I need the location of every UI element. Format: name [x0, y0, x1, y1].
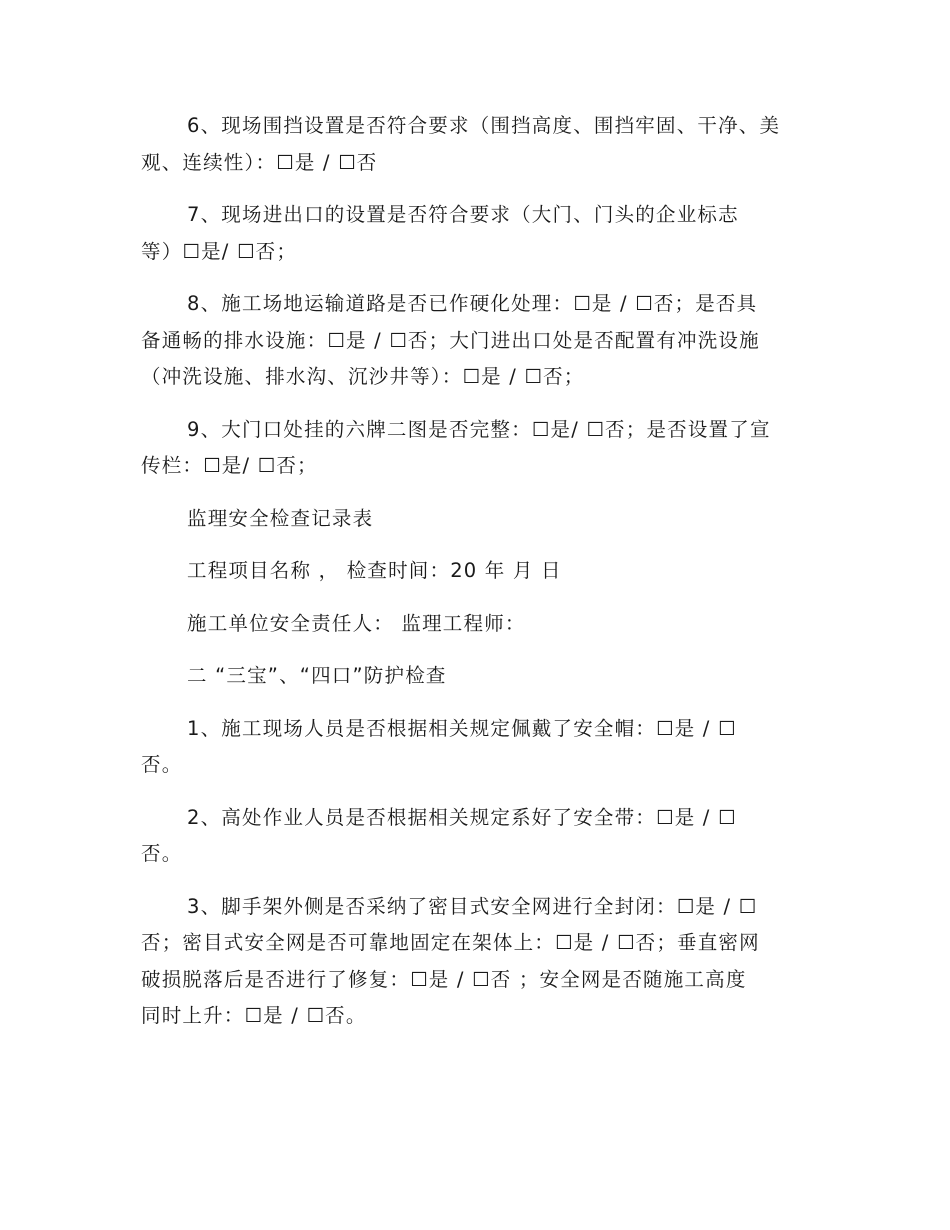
- form-title: [141, 501, 807, 538]
- text-line: 传栏：☐是/ ☐否；: [141, 454, 318, 477]
- text-line: 等）☐是/ ☐否；: [141, 239, 298, 263]
- text-line: （冲洗设施、排水沟、沉沙井等）：☐是 / ☐否；: [141, 365, 585, 388]
- text-line: 施工单位安全责任人： 监理工程师：: [187, 611, 526, 635]
- text-line: 备通畅的排水设施：☐是 / ☐否；大门进出口处是否配置有冲洗设施: [141, 328, 760, 352]
- text-line: 否。: [141, 842, 183, 865]
- paragraph-item-9: [141, 412, 807, 485]
- paragraph-check-1: [141, 711, 807, 784]
- text-line: 6、现场围挡设置是否符合要求（围挡高度、围挡牢固、干净、美: [187, 114, 781, 137]
- paragraph-check-2: [141, 800, 807, 873]
- text-line: 8、施工场地运输道路是否已作硬化处理：☐是 / ☐否；是否具: [187, 292, 758, 315]
- responsible-person-line: [141, 606, 807, 643]
- text-line: 9、大门口处挂的六牌二图是否完整：☐是/ ☐否；是否设置了宣: [187, 417, 771, 441]
- text-line: 7、现场进出口的设置是否符合要求（大门、门头的企业标志: [187, 203, 739, 226]
- text-line: 工程项目名称 ， 检查时间：20 年 月 日: [187, 559, 562, 582]
- project-info-line: [141, 553, 807, 590]
- text-line: 观、连续性）：☐是 / ☐否: [141, 150, 378, 174]
- paragraph-check-3: [141, 889, 807, 1035]
- document-body: [141, 108, 807, 1035]
- text-line: 1、施工现场人员是否根据相关规定佩戴了安全帽：☐是 / ☐: [187, 716, 737, 740]
- paragraph-item-7: [141, 197, 807, 270]
- text-line: 否。: [141, 753, 183, 776]
- section-heading: [141, 658, 807, 695]
- paragraph-item-8: [141, 286, 807, 396]
- text-line: 破损脱落后是否进行了修复：☐是 / ☐否 ；安全网是否随施工高度: [141, 967, 747, 991]
- text-line: 3、脚手架外侧是否采纳了密目式安全网进行全封闭：☐是 / ☐: [187, 894, 758, 918]
- text-line: 否；密目式安全网是否可靠地固定在架体上：☐是 / ☐否；垂直密网: [141, 931, 760, 954]
- text-line: 2、高处作业人员是否根据相关规定系好了安全带：☐是 / ☐: [187, 805, 737, 829]
- text-line: 监理安全检查记录表: [187, 506, 374, 530]
- paragraph-item-6: [141, 108, 807, 181]
- text-line: 二 “三宝”、“四口”防护检查: [187, 664, 447, 687]
- text-line: 同时上升：☐是 / ☐否。: [141, 1004, 367, 1027]
